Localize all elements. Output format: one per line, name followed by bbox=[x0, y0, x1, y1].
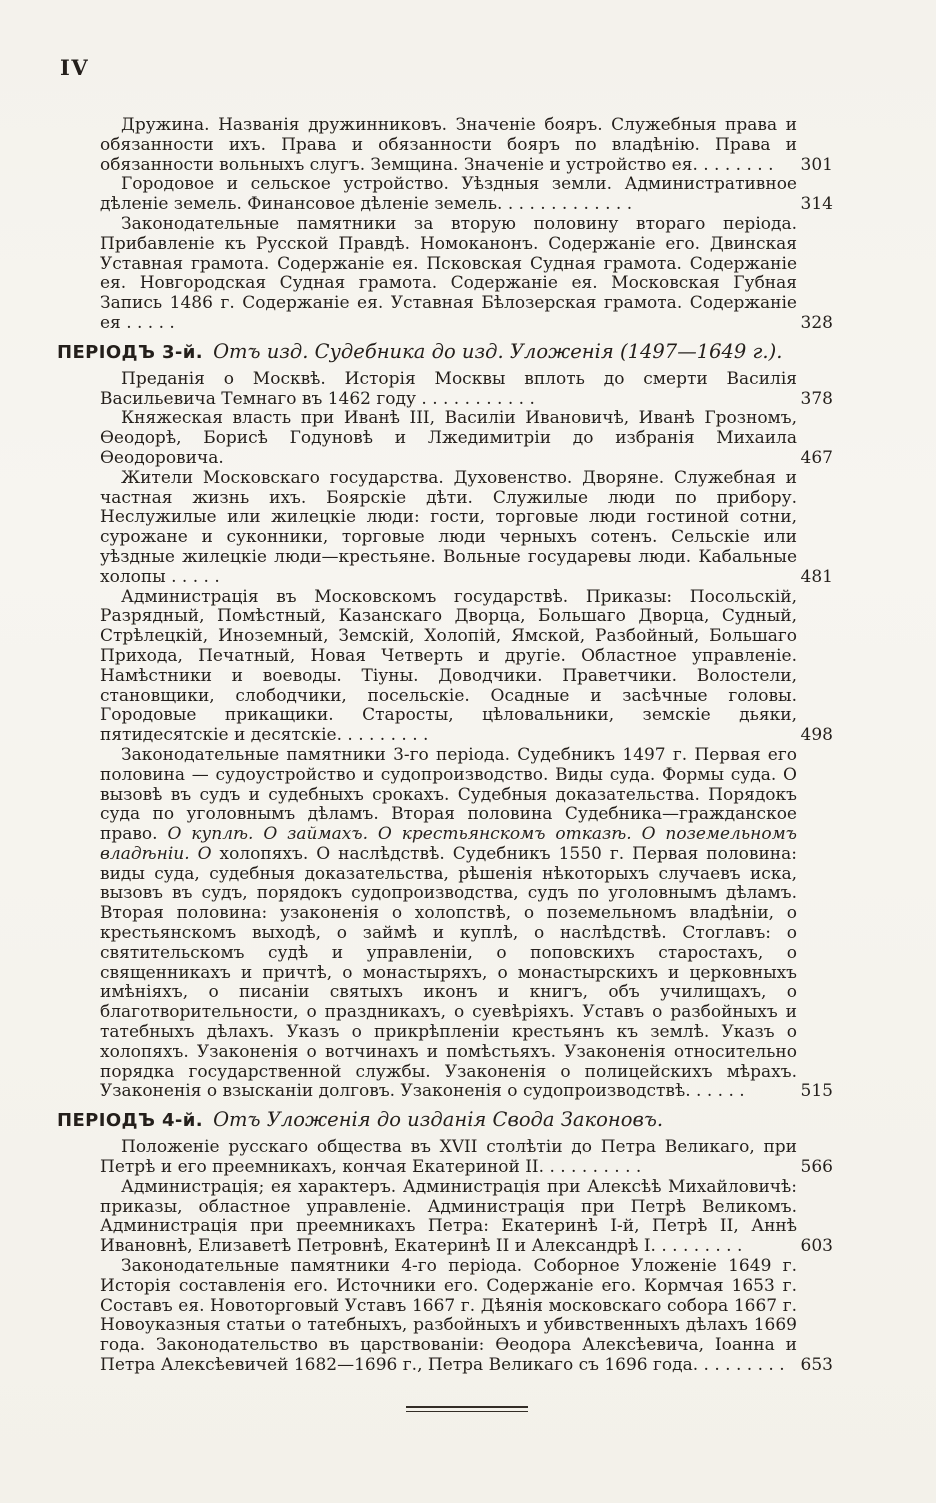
entry-text-italic: О куплѣ. О займахъ. О крестьянскомъ отказѣ. О поземельномъ владѣніи. О bbox=[100, 824, 797, 864]
period-heading-title: Отъ Уложенія до изданія Свода Законовъ. bbox=[213, 1108, 664, 1132]
entry-text: Жители Московскаго государства. Духовенство. Дворяне. Служебная и частная жизнь ихъ. Боярскіе дѣти. Служилые люди по прибору. Неслужилые или жилецкіе люди: гости, торговые люди гостиной сотни, сурожане и суконники, торговые люди черныхъ сотенъ. Сельскіе или уѣздные жилецкіе люди—крестьяне. Вольные государевы люди. Кабальные холопы . . . . . bbox=[100, 467, 797, 587]
toc-entry bbox=[100, 1257, 833, 1376]
period-heading-number: ПЕРІОДЪ 4-й. bbox=[57, 1110, 204, 1132]
entry-page-number: 314 bbox=[800, 194, 833, 215]
entry-page-number: 603 bbox=[800, 1236, 833, 1257]
entry-text-after: холопяхъ. О наслѣдствѣ. Судебникъ 1550 г. Первая половина: виды суда, судебныя доказательства, рѣшенія нѣкоторыхъ случаевъ иска, вызовъ въ судъ, порядокъ судопроизводства, судъ по уголовнымъ дѣламъ. Вторая половина: узаконенія о холопствѣ, о поземельномъ владѣніи, о крестьянскомъ выходѣ, о займѣ и куплѣ, о наслѣдствѣ. Стоглавъ: о святительскомъ судѣ и управленіи, о поповскихъ старостахъ, о священникахъ и причтѣ, о монастыряхъ, о монастырскихъ и церковныхъ имѣніяхъ, о писаніи святыхъ иконъ и книгъ, объ училищахъ, о благотворительности, о праздникахъ, о суевѣріяхъ. Уставъ о разбойныхъ и татебныхъ дѣлахъ. Указъ о прикрѣпленіи крестьянъ къ землѣ. Указъ о холопяхъ. Узаконенія о вотчинахъ и помѣстьяхъ. Узаконенія относительно порядка государственной службы. Узаконенія о полицейскихъ мѣрахъ. Узаконенія о взысканіи долговъ. Узаконенія о судопроизводствѣ. . . . . . bbox=[100, 843, 797, 1102]
entry-text: Законодательные памятники за вторую половину втораго періода. Прибавленіе къ Русской Правдѣ. Номоканонъ. Содержаніе его. Двинская Уставная грамота. Содержаніе ея. Псковская Судная грамота. Содержаніе ея. Новгородская Судная грамота. Содержаніе ея. Московская Губная Запись 1486 г. Содержаніе ея. Уставная Бѣлозерская грамота. Содержаніе ея . . . . . bbox=[100, 213, 797, 333]
entry-text: Городовое и сельское устройство. Уѣздныя земли. Административное дѣленіе земель. Финансовое дѣленіе земель. . . . . . . . . . . . . bbox=[100, 174, 797, 215]
entry-text-before: Законодательные памятники 3-го періода. Судебникъ 1497 г. Первая его половина — судоустройство и судопроизводство. Виды суда. Формы суда. О вызовѣ въ судъ и судебныхъ срокахъ. Судебныя доказательства. Порядокъ суда по уголовнымъ дѣламъ. Вторая половина Судебника—гражданское право. bbox=[100, 744, 797, 845]
toc-entry bbox=[100, 116, 833, 175]
entry-text: Администрація въ Московскомъ государствѣ. Приказы: Посольскій, Разрядный, Помѣстный, Казанскаго Дворца, Большаго Дворца, Судный, Стрѣлецкій, Иноземный, Земскій, Холопій, Ямской, Разбойный, Большаго Прихода, Печатный, Новая Четверть и другіе. Областное управленіе. Намѣстники и воеводы. Тіуны. Доводчики. Праветчики. Волостели, становщики, слободчики, посельскіе. Осадные и засѣчные головы. Городовые прикащики. Старосты, цѣловальники, земскіе дьяки, пятидесятскіе и десятскіе. . . . . . . . . bbox=[100, 586, 797, 746]
entry-text: Законодательные памятники 4-го періода. Соборное Уложеніе 1649 г. Исторія составленія его. Источники его. Содержаніе его. Кормчая 1653 г. Составъ ея. Новоторговый Уставъ 1667 г. Дѣянія московскаго собора 1667 г. Новоуказныя статьи о татебныхъ, разбойныхъ и убивственныхъ дѣлахъ 1669 года. Законодательство въ царствованіи: Ѳеодора Алексѣевича, Іоанна и Петра Алексѣевичей 1682—1696 г., Петра Великаго съ 1696 года. . . . . . . . . bbox=[100, 1256, 797, 1376]
toc-entry bbox=[100, 370, 833, 410]
table-of-contents bbox=[57, 115, 833, 1412]
entry-page-number: 378 bbox=[800, 388, 833, 409]
entry-page-number: 515 bbox=[800, 1081, 833, 1102]
toc-entry bbox=[100, 175, 833, 215]
entry-text: Преданія о Москвѣ. Исторія Москвы вплоть до смерти Василія Васильевича Темнаго въ 1462 году . . . . . . . . . . . bbox=[100, 368, 797, 409]
toc-entry bbox=[100, 469, 833, 588]
toc-entry bbox=[100, 588, 833, 746]
toc-entry bbox=[100, 746, 833, 1102]
period-heading-number: ПЕРІОДЪ 3-й. bbox=[57, 341, 204, 363]
entry-page-number: 481 bbox=[800, 566, 833, 587]
toc-entry bbox=[100, 1178, 833, 1257]
entry-page-number: 328 bbox=[800, 312, 833, 333]
end-of-contents-rule bbox=[406, 1406, 528, 1413]
period-heading-3 bbox=[57, 340, 833, 365]
entry-text: Администрація; ея характеръ. Администрація при Алексѣѣ Михайловичѣ: приказы, областное управленіе. Администрація при Петрѣ Великомъ. Администрація при преемникахъ Петра: Екатеринѣ I-й, Петрѣ II, Аннѣ Ивановнѣ, Елизаветѣ Петровнѣ, Екатеринѣ II и Александрѣ I. . . . . . . . . bbox=[100, 1176, 797, 1257]
entry-text: Княжеская власть при Иванѣ III, Василіи Ивановичѣ, Иванѣ Грозномъ, Ѳеодорѣ, Борисѣ Годуновѣ и Лжедимитріи до избранія Михаила Ѳеодоровича. bbox=[100, 408, 797, 468]
entry-text: Дружина. Названія дружинниковъ. Значеніе бояръ. Служебныя права и обязанности ихъ. Права и обязанности бояръ по владѣнію. Права и обязанности вольныхъ слугъ. Земщина. Значеніе и устройство ея. . . . . . . . bbox=[100, 115, 797, 175]
entry-text: Положеніе русскаго общества въ XVII столѣтіи до Петра Великаго, при Петрѣ и его преемникахъ, кончая Екатериной II. . . . . . . . . . bbox=[100, 1137, 797, 1178]
entry-page-number: 467 bbox=[800, 447, 833, 468]
period-heading-title: Отъ изд. Судебника до изд. Уложенія (1497—1649 г.). bbox=[213, 339, 783, 363]
entry-page-number: 301 bbox=[800, 154, 833, 175]
period-heading-4 bbox=[57, 1108, 833, 1133]
page-folio: IV bbox=[60, 55, 90, 80]
toc-entry bbox=[100, 215, 833, 334]
entry-page-number: 566 bbox=[800, 1157, 833, 1178]
toc-entry bbox=[100, 1138, 833, 1178]
toc-entry bbox=[100, 409, 833, 468]
entry-page-number: 653 bbox=[800, 1355, 833, 1376]
entry-page-number: 498 bbox=[800, 725, 833, 746]
